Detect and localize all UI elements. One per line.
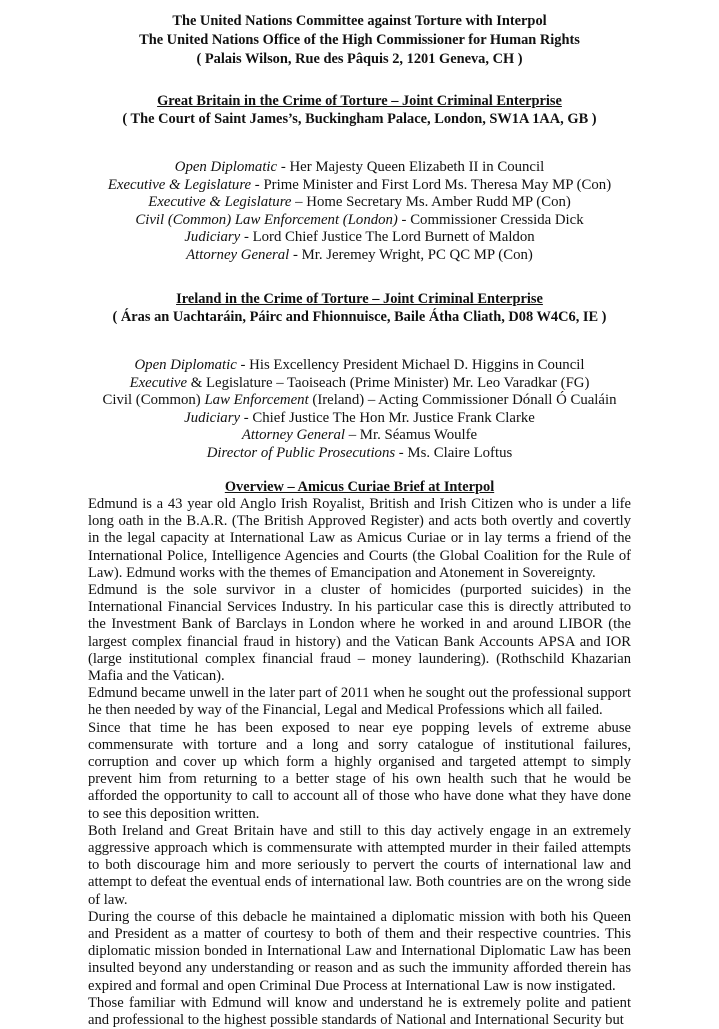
roster-line: Executive & Legislature - Prime Minister and First Lord Ms. Theresa May MP (Con) [107, 176, 612, 193]
overview-paragraph: Both Ireland and Great Britain have and still to this day actively engage in an extremely aggressive approach which is commensurate with attempted murder in their failed attempts to both discourage him and more seriously to pervert the courts of international law and attempt to defeat the eventual ends of international law. Both countries are on the wrong side of law. [88, 822, 631, 908]
gb-roster [48, 159, 671, 264]
ie-address: ( Áras an Uachtaráin, Páirc and Fhionnuisce, Baile Átha Cliath, D08 W4C6, IE ) [112, 309, 607, 325]
roster-line: Judiciary - Lord Chief Justice The Lord Burnett of Maldon [184, 229, 535, 245]
overview-paragraph: Since that time he has been exposed to near eye popping levels of extreme abuse commensurate with torture and a long and sorry catalogue of institutional failures, corruption and cover up which form a highly organised and targeted attempt to simply prevent him from returning to a better stage of his own health such that he would be afforded the opportunity to call to account all of those who have done what they have done to see this deposition written. [88, 719, 631, 822]
header-line-2: The United Nations Office of the High Commissioner for Human Rights [139, 32, 580, 48]
gb-section-title: Great Britain in the Crime of Torture – Joint Criminal Enterprise [157, 93, 562, 109]
document-header [88, 12, 631, 69]
overview-paragraph: Edmund is the sole survivor in a cluster of homicides (purported suicides) in the International Financial Services Industry. In his particular case this is directly attributed to the Investment Bank of Barclays in London where he worked in and around LIBOR (the largest complex financial fraud in history) and the Vatican Bank Accounts APSA and IOR (large institutional complex financial fraud – money laundering). (Rothschild Khazarian Mafia and the Vatican). [88, 582, 631, 685]
overview-body [88, 496, 631, 1029]
ie-section-title: Ireland in the Crime of Torture – Joint Criminal Enterprise [176, 291, 543, 307]
roster-line: Civil (Common) Law Enforcement (London) - Commissioner Cressida Dick [135, 211, 584, 228]
header-line-3: ( Palais Wilson, Rue des Pâquis 2, 1201 Geneva, CH ) [196, 51, 523, 67]
roster-line: Civil (Common) Law Enforcement (Ireland) – Acting Commissioner Dónall Ó Cualáin [102, 392, 617, 408]
roster-line: Open Diplomatic - Her Majesty Queen Elizabeth II in Council [174, 159, 545, 175]
roster-line: Attorney General - Mr. Jeremey Wright, PC QC MP (Con) [186, 246, 533, 263]
roster-line: Executive & Legislature – Taoiseach (Prime Minister) Mr. Leo Varadkar (FG) [129, 374, 590, 391]
roster-line: Open Diplomatic - His Excellency President Michael D. Higgins in Council [134, 357, 585, 373]
roster-line: Judiciary - Chief Justice The Hon Mr. Justice Frank Clarke [184, 409, 535, 426]
roster-line: Executive & Legislature – Home Secretary Ms. Amber Rudd MP (Con) [148, 194, 571, 210]
overview-paragraph: Those familiar with Edmund will know and understand he is extremely polite and patient and professional to the highest possible standards of National and International Security but [88, 994, 631, 1029]
overview-title: Overview – Amicus Curiae Brief at Interpol [224, 479, 495, 495]
ie-roster [48, 357, 671, 462]
overview-paragraph: Edmund is a 43 year old Anglo Irish Royalist, British and Irish Citizen who is under a life long oath in the B.A.R. (The British Approved Register) and acts both overtly and covertly in the legal capacity at International Law as Amicus Curiae or in lay terms a friend of the International Police, Intelligence Agencies and Courts (the Global Coalition for the Rule of Law). Edmund works with the themes of Emancipation and Atonement in Sovereignty. [88, 496, 631, 581]
overview-paragraph: During the course of this debacle he maintained a diplomatic mission with both his Queen and President as a matter of courtesy to both of them and their respective countries. This diplomatic mission bonded in International Law and International Diplomatic Law has been insulted beyond any understanding or reason and as such the immunity afforded therein has expired and formal and open Criminal Due Process at International Law is now instigated. [88, 908, 631, 994]
overview-paragraph: Edmund became unwell in the later part of 2011 when he sought out the professional support he then needed by way of the Financial, Legal and Medical Professions which all failed. [88, 685, 631, 719]
roster-line: Attorney General – Mr. Séamus Woulfe [241, 427, 478, 443]
header-line-1: The United Nations Committee against Torture with Interpol [172, 13, 547, 29]
gb-address: ( The Court of Saint James’s, Buckingham Palace, London, SW1A 1AA, GB ) [122, 111, 597, 127]
roster-line: Director of Public Prosecutions - Ms. Claire Loftus [206, 444, 513, 461]
